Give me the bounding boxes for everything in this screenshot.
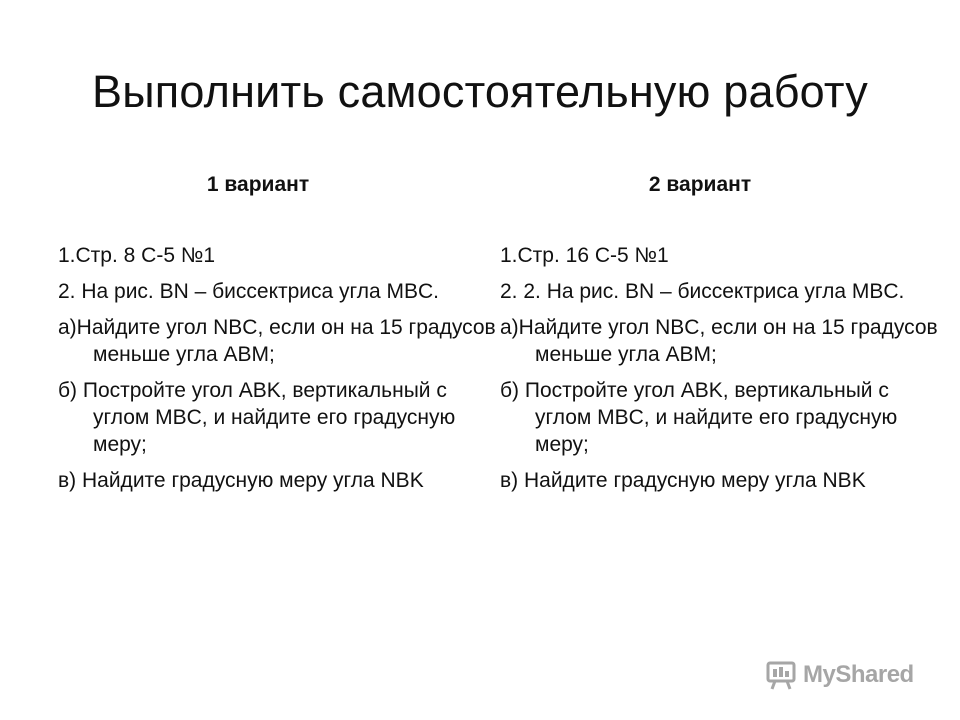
task-item: б) Постройте угол ABK, вертикальный с углом MBC, и найдите его градусную меру; — [58, 379, 456, 456]
task-item: в) Найдите градусную меру угла NBK — [58, 469, 424, 492]
presentation-board-icon — [765, 659, 797, 691]
variant-2-column — [500, 170, 938, 503]
task-item: 2. 2. На рис. BN – биссектриса угла MBC. — [500, 280, 905, 303]
task-item: 1.Стр. 8 С-5 №1 — [58, 244, 216, 267]
task-item: а)Найдите угол NBC, если он на 15 градусов меньше угла ABM; — [58, 316, 496, 366]
slide-title: Выполнить самостоятельную работу — [92, 66, 868, 117]
task-item: 2. На рис. BN – биссектриса угла MBC. — [58, 280, 439, 303]
variant-1-column — [58, 170, 496, 503]
watermark-text: MyShared — [803, 661, 914, 688]
variant-1-heading: 1 вариант — [206, 173, 310, 196]
variant-1-task-list — [58, 242, 496, 494]
task-item: в) Найдите градусную меру угла NBK — [500, 469, 866, 492]
variant-2-task-list — [500, 242, 938, 494]
task-item: 1.Стр. 16 С-5 №1 — [500, 244, 669, 267]
task-item: б) Постройте угол ABK, вертикальный с углом MBC, и найдите его градусную меру; — [500, 379, 898, 456]
watermark — [765, 655, 914, 695]
variant-2-heading: 2 вариант — [648, 173, 752, 196]
task-item: а)Найдите угол NBC, если он на 15 градусов меньше угла ABM; — [500, 316, 938, 366]
